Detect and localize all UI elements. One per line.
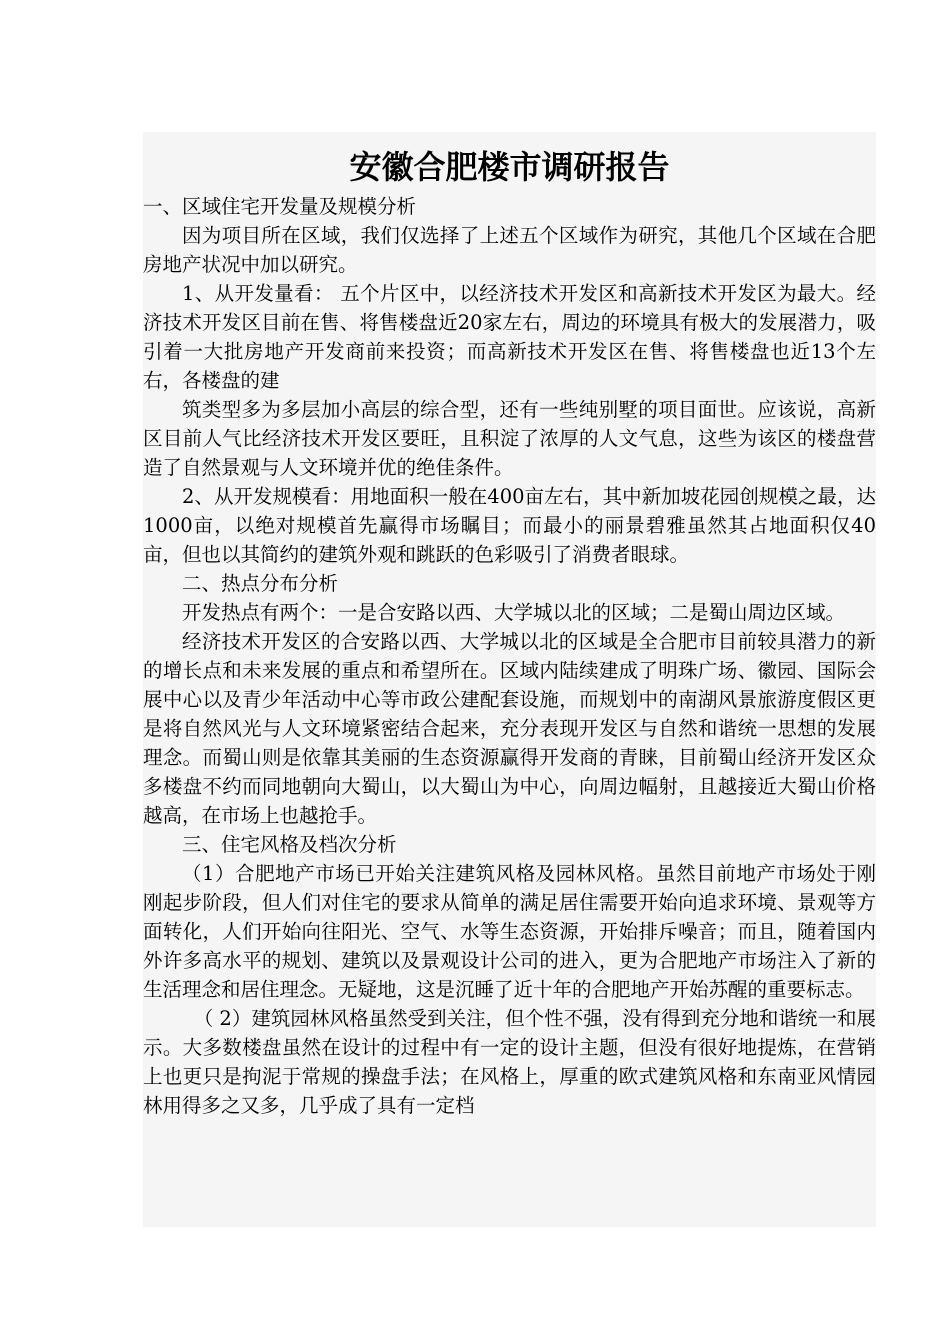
document-page	[143, 132, 876, 1227]
paragraph-development-volume: 1、从开发量看： 五个片区中，以经济技术开发区和高新技术开发区为最大。经济技术开发区目前在售、将售楼盘近20家左右，周边的环境具有极大的发展潜力，吸引着一大批房地产开发商前来投资；而高新技术开发区在售、将售楼盘也近13个左右，各楼盘的建	[143, 282, 876, 392]
section-heading-2: 二、热点分布分析	[182, 572, 339, 595]
paragraph-development-scale: 2、从开发规模看：用地面积一般在400亩左右，其中新加坡花园创规模之最，达1000亩，以绝对规模首先赢得市场瞩目；而最小的丽景碧雅虽然其占地面积仅40亩，但也以其简约的建筑外观和跳跃的色彩吸引了消费者眼球。	[143, 485, 876, 566]
paragraph-hotspot-detail: 经济技术开发区的合安路以西、大学城以北的区域是全合肥市目前较具潜力的新的增长点和未来发展的重点和希望所在。区域内陆续建成了明珠广场、徽园、国际会展中心以及青少年活动中心等市政公建配套设施，而规划中的南湖风景旅游度假区更是将自然风光与人文环境紧密结合起来，充分表现开发区与自然和谐统一思想的发展理念。而蜀山则是依靠其美丽的生态资源赢得开发商的青睐，目前蜀山经济开发区众多楼盘不约而同地朝向大蜀山，以大蜀山为中心，向周边幅射，且越接近大蜀山价格越高，在市场上也越抢手。	[143, 630, 876, 827]
paragraph-style-1: （1）合肥地产市场已开始关注建筑风格及园林风格。虽然目前地产市场处于刚刚起步阶段，但人们对住宅的要求从简单的满足居住需要开始向追求环境、景观等方面转化，人们开始向往阳光、空气、水等生态资源，开始排斥噪音；而且，随着国内外许多高水平的规划、建筑以及景观设计公司的进入，更为合肥地产市场注入了新的生活理念和居住理念。无疑地，这是沉睡了近十年的合肥地产开始苏醒的重要标志。	[143, 862, 876, 1001]
paragraph-style-2: （ 2）建筑园林风格虽然受到关注，但个性不强，没有得到充分地和谐统一和展示。大多数楼盘虽然在设计的过程中有一定的设计主题，但没有很好地提炼，在营销上也更只是拘泥于常规的操盘手法；在风格上，厚重的欧式建筑风格和东南亚风情园林用得多之又多，几乎成了具有一定档	[143, 1007, 876, 1117]
paragraph-hotspots: 开发热点有两个：一是合安路以西、大学城以北的区域；二是蜀山周边区域。	[182, 601, 846, 624]
paragraph-building-types: 筑类型多为多层加小高层的综合型，还有一些纯别墅的项目面世。应该说，高新区目前人气比经济技术开发区要旺，且积淀了浓厚的人文气息，这些为该区的楼盘营造了自然景观与人文环境并优的绝佳条件。	[143, 398, 876, 479]
document-body	[143, 192, 876, 1120]
document-title: 安徽合肥楼市调研报告	[349, 148, 670, 186]
section-heading-3: 三、住宅风格及档次分析	[182, 833, 397, 856]
paragraph-intro: 因为项目所在区域，我们仅选择了上述五个区域作为研究，其他几个区域在合肥房地产状况中加以研究。	[143, 224, 876, 276]
section-heading-1: 一、区域住宅开发量及规模分析	[143, 195, 417, 218]
